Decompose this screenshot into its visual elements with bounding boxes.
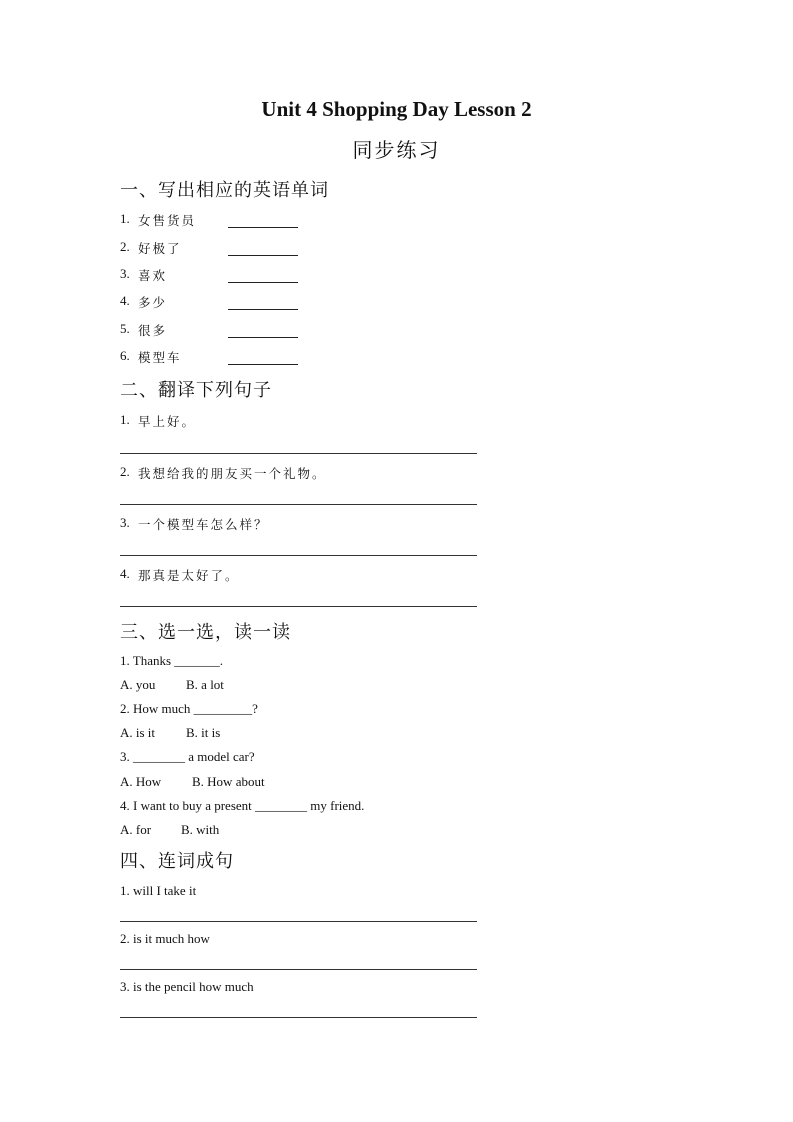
chinese-word: 女售货员 bbox=[138, 213, 197, 228]
option-b[interactable]: B. a lot bbox=[186, 677, 224, 692]
item-number: 3. bbox=[120, 515, 130, 530]
question-text: 1. Thanks _______. bbox=[120, 653, 224, 668]
answer-line[interactable] bbox=[120, 1017, 477, 1018]
section3-heading: 三、选一选，读一读 bbox=[120, 622, 291, 643]
worksheet-subtitle: 同步练习 bbox=[352, 138, 441, 162]
option-a[interactable]: A. for bbox=[120, 822, 152, 837]
option-b[interactable]: B. How about bbox=[192, 774, 265, 789]
answer-blank[interactable] bbox=[228, 337, 298, 338]
question-text: 4. I want to buy a present ________ my friend. bbox=[120, 798, 365, 813]
word-order-prompt: 1. will I take it bbox=[120, 883, 197, 898]
item-number: 1. bbox=[120, 211, 130, 226]
answer-blank[interactable] bbox=[228, 255, 298, 256]
item-number: 5. bbox=[120, 321, 130, 336]
item-number: 2. bbox=[120, 239, 130, 254]
item-number: 6. bbox=[120, 348, 130, 363]
chinese-word: 模型车 bbox=[138, 350, 182, 365]
question-text: 2. How much _________? bbox=[120, 701, 258, 716]
answer-blank[interactable] bbox=[228, 364, 298, 365]
answer-blank[interactable] bbox=[228, 227, 298, 228]
item-number: 3. bbox=[120, 266, 130, 281]
chinese-sentence: 那真是太好了。 bbox=[138, 568, 240, 583]
option-b[interactable]: B. with bbox=[181, 822, 220, 837]
option-a[interactable]: A. you bbox=[120, 677, 156, 692]
chinese-word: 喜欢 bbox=[138, 268, 168, 283]
word-order-prompt: 2. is it much how bbox=[120, 931, 210, 946]
item-number: 1. bbox=[120, 412, 130, 427]
answer-line[interactable] bbox=[120, 606, 477, 607]
answer-line[interactable] bbox=[120, 453, 477, 454]
worksheet-title: Unit 4 Shopping Day Lesson 2 bbox=[261, 97, 532, 121]
chinese-word: 多少 bbox=[138, 295, 168, 310]
answer-line[interactable] bbox=[120, 969, 477, 970]
item-number: 4. bbox=[120, 566, 130, 581]
option-a[interactable]: A. How bbox=[120, 774, 162, 789]
answer-line[interactable] bbox=[120, 921, 477, 922]
question-text: 3. ________ a model car? bbox=[120, 749, 255, 764]
word-order-prompt: 3. is the pencil how much bbox=[120, 979, 254, 994]
option-a[interactable]: A. is it bbox=[120, 725, 156, 740]
answer-line[interactable] bbox=[120, 555, 477, 556]
answer-blank[interactable] bbox=[228, 309, 298, 310]
chinese-sentence: 我想给我的朋友买一个礼物。 bbox=[138, 466, 327, 481]
chinese-sentence: 早上好。 bbox=[138, 414, 197, 429]
answer-line[interactable] bbox=[120, 504, 477, 505]
option-b[interactable]: B. it is bbox=[186, 725, 221, 740]
chinese-sentence: 一个模型车怎么样？ bbox=[138, 517, 269, 532]
section2-heading: 二、翻译下列句子 bbox=[120, 380, 272, 401]
chinese-word: 好极了 bbox=[138, 241, 182, 256]
section1-heading: 一、写出相应的英语单词 bbox=[120, 180, 329, 201]
item-number: 2. bbox=[120, 464, 130, 479]
answer-blank[interactable] bbox=[228, 282, 298, 283]
section4-heading: 四、连词成句 bbox=[120, 851, 234, 872]
item-number: 4. bbox=[120, 293, 130, 308]
chinese-word: 很多 bbox=[138, 323, 168, 338]
